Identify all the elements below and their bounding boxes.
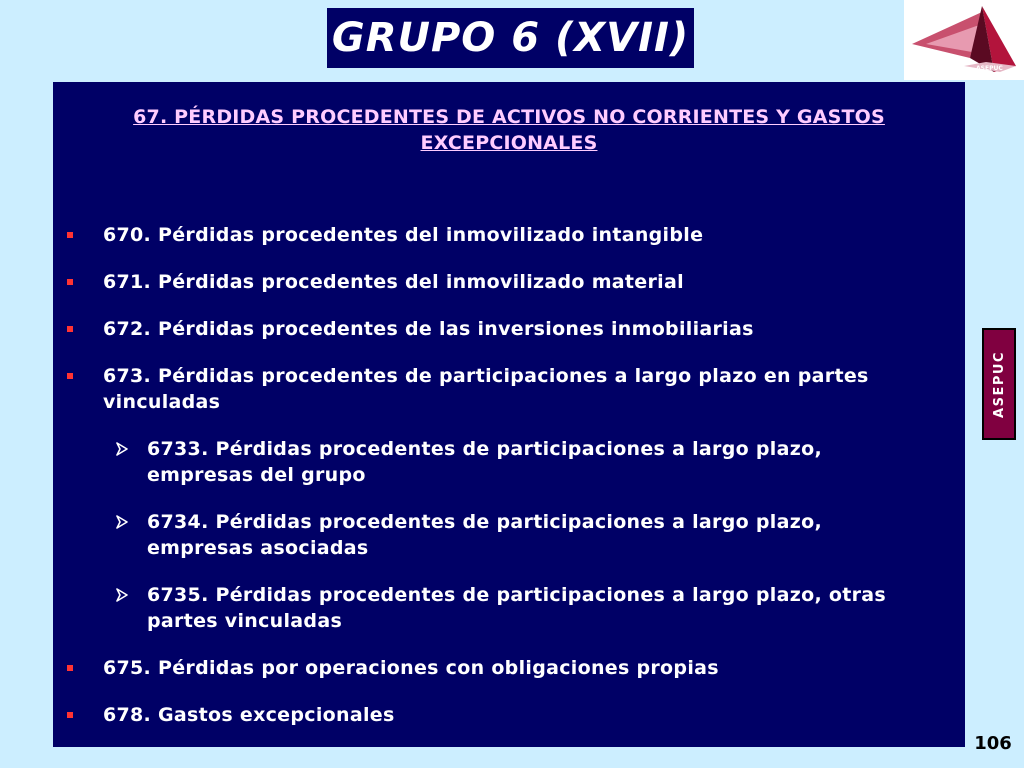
account-list — [53, 222, 965, 749]
list-item-text: 6733. Pérdidas procedentes de participaciones a largo plazo, empresas del grupo — [147, 438, 822, 486]
list-item — [53, 655, 965, 681]
list-item — [53, 316, 965, 342]
list-item — [53, 222, 965, 248]
list-item — [53, 509, 965, 561]
list-item-text: 672. Pérdidas procedentes de las inversiones inmobiliarias — [103, 318, 754, 340]
square-bullet-icon — [67, 326, 73, 332]
list-item — [53, 436, 965, 488]
slide-title: GRUPO 6 (XVII) — [331, 15, 690, 61]
square-bullet-icon — [67, 279, 73, 285]
arrow-bullet-icon — [115, 442, 129, 456]
list-item — [53, 269, 965, 295]
list-item — [53, 363, 965, 415]
list-item-text: 675. Pérdidas por operaciones con obligaciones propias — [103, 657, 719, 679]
square-bullet-icon — [67, 712, 73, 718]
list-item — [53, 702, 965, 728]
content-panel — [53, 82, 965, 747]
list-item-text: 6734. Pérdidas procedentes de participaciones a largo plazo, empresas asociadas — [147, 511, 822, 559]
arrow-bullet-icon — [115, 588, 129, 602]
list-item-text: 670. Pérdidas procedentes del inmovilizado intangible — [103, 224, 704, 246]
arrow-bullet-icon — [115, 515, 129, 529]
square-bullet-icon — [67, 232, 73, 238]
asepuc-logo-icon — [904, 0, 1024, 80]
logo-label: ASEPUC — [976, 65, 1003, 72]
side-tab — [982, 328, 1016, 440]
list-item — [53, 582, 965, 634]
logo-graphic — [904, 0, 1024, 80]
list-item-text: 671. Pérdidas procedentes del inmovilizado material — [103, 271, 684, 293]
square-bullet-icon — [67, 665, 73, 671]
side-tab-label: ASEPUC — [991, 350, 1007, 418]
list-item-text: 678. Gastos excepcionales — [103, 704, 395, 726]
list-item-text: 6735. Pérdidas procedentes de participaciones a largo plazo, otras partes vinculadas — [147, 584, 887, 632]
title-box — [327, 8, 694, 68]
page-number: 106 — [974, 733, 1012, 754]
list-item-text: 673. Pérdidas procedentes de participaciones a largo plazo en partes vinculadas — [103, 365, 869, 413]
section-heading: 67. PÉRDIDAS PROCEDENTES DE ACTIVOS NO CORRIENTES Y GASTOS EXCEPCIONALES — [133, 106, 885, 154]
square-bullet-icon — [67, 373, 73, 379]
